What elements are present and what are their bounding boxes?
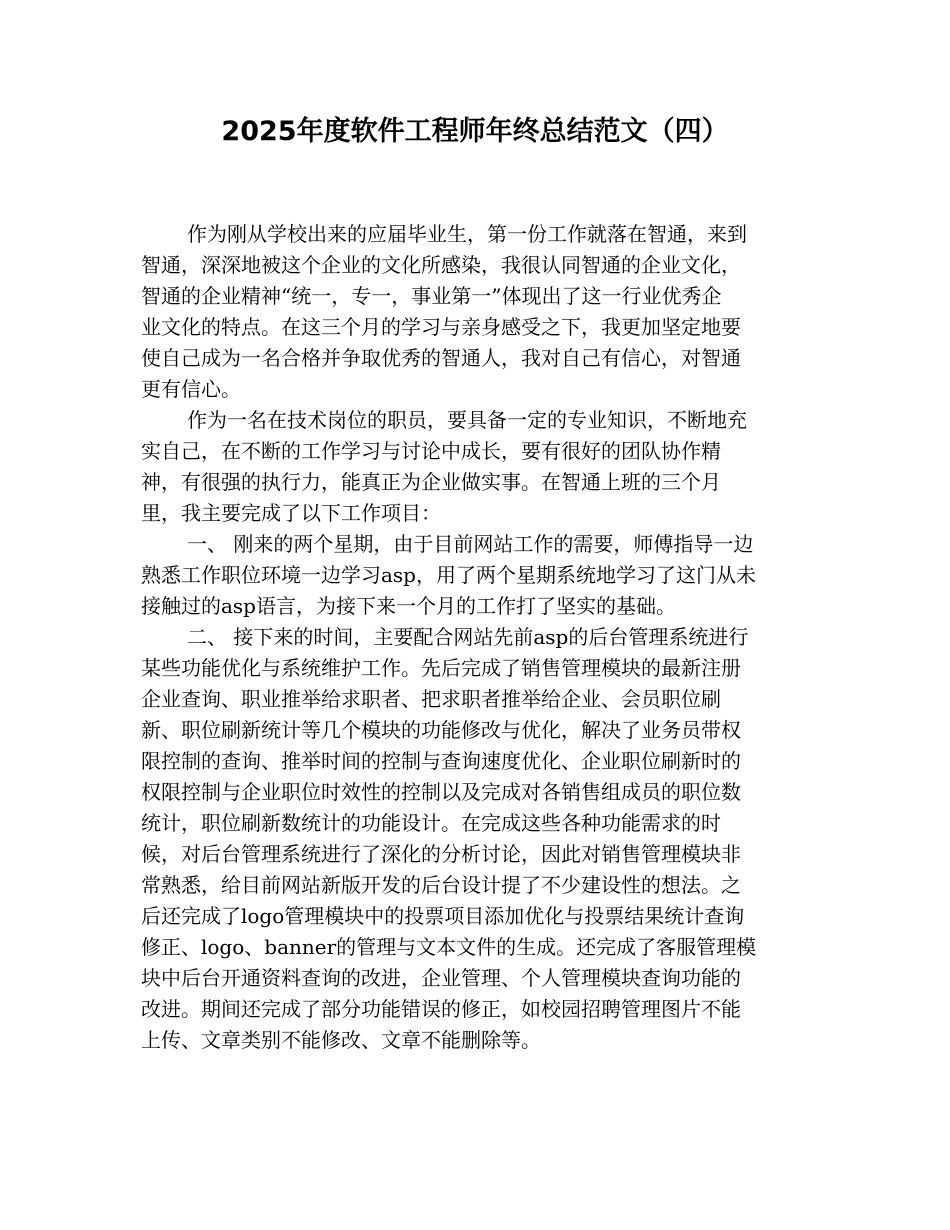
list-item-2-line: 候，对后台管理系统进行了深化的分析讨论，因此对销售管理模块非 (141, 842, 741, 866)
list-item-2-line: 块中后台开通资料查询的改进，企业管理、个人管理模块查询功能的 (141, 966, 741, 990)
list-item-2-line: 限控制的查询、推举时间的控制与查询速度优化、企业职位刷新时的 (141, 749, 741, 773)
list-item-2-line: 企业查询、职业推举给求职者、把求职者推举给企业、会员职位刷 (141, 687, 721, 711)
paragraph-1-line: 智通的企业精神“统一，专一，事业第一”体现出了这一行业优秀企 (141, 284, 722, 308)
document-body (141, 219, 809, 1056)
list-item-1-line: 接触过的asp语言，为接下来一个月的工作打了坚实的基础。 (141, 594, 676, 618)
list-item-2-line: 修正、logo、banner的管理与文本文件的生成。还完成了客服管理模 (141, 935, 757, 959)
list-item-2-line: 后还完成了logo管理模块中的投票项目添加优化与投票结果统计查询 (141, 904, 745, 928)
list-item-1-line: 熟悉工作职位环境一边学习asp，用了两个星期系统地学习了这门从未 (141, 563, 756, 587)
paragraph-2-line: 实自己，在不断的工作学习与讨论中成长，要有很好的团队协作精 (141, 439, 721, 463)
paragraph-1-line: 使自己成为一名合格并争取优秀的智通人，我对自己有信心，对智通 (141, 346, 741, 370)
list-item-2-line: 改进。期间还完成了部分功能错误的修正，如校园招聘管理图片不能 (141, 997, 741, 1021)
list-item-2-line: 权限控制与企业职位时效性的控制以及完成对各销售组成员的职位数 (141, 780, 741, 804)
paragraph-1-line: 作为刚从学校出来的应届毕业生，第一份工作就落在智通，来到 (187, 222, 747, 246)
list-item-2-line: 上传、文章类别不能修改、文章不能删除等。 (141, 1028, 541, 1052)
list-item-2-line: 统计，职位刷新数统计的功能设计。在完成这些各种功能需求的时 (141, 811, 721, 835)
paragraph-1-line: 智通，深深地被这个企业的文化所感染，我很认同智通的企业文化， (141, 253, 741, 277)
list-item-2-line: 新、职位刷新统计等几个模块的功能修改与优化，解决了业务员带权 (141, 718, 741, 742)
list-item-1-line: 一、 刚来的两个星期，由于目前网站工作的需要，师傅指导一边 (187, 532, 754, 556)
list-item-2-line: 二、 接下来的时间，主要配合网站先前asp的后台管理系统进行 (187, 625, 749, 649)
paragraph-2-line: 作为一名在技术岗位的职员，要具备一定的专业知识，不断地充 (187, 408, 747, 432)
list-item-2-line: 常熟悉，给目前网站新版开发的后台设计提了不少建设性的想法。之 (141, 873, 741, 897)
paragraph-1-line: 更有信心。 (141, 377, 241, 401)
paragraph-1-line: 业文化的特点。在这三个月的学习与亲身感受之下，我更加坚定地要 (141, 315, 741, 339)
list-item-2-line: 某些功能优化与系统维护工作。先后完成了销售管理模块的最新注册 (141, 656, 741, 680)
document-title: 2025年度软件工程师年终总结范文（四） (221, 116, 729, 147)
paragraph-2-line: 里，我主要完成了以下工作项目： (141, 501, 441, 525)
paragraph-2-line: 神，有很强的执行力，能真正为企业做实事。在智通上班的三个月 (141, 470, 721, 494)
